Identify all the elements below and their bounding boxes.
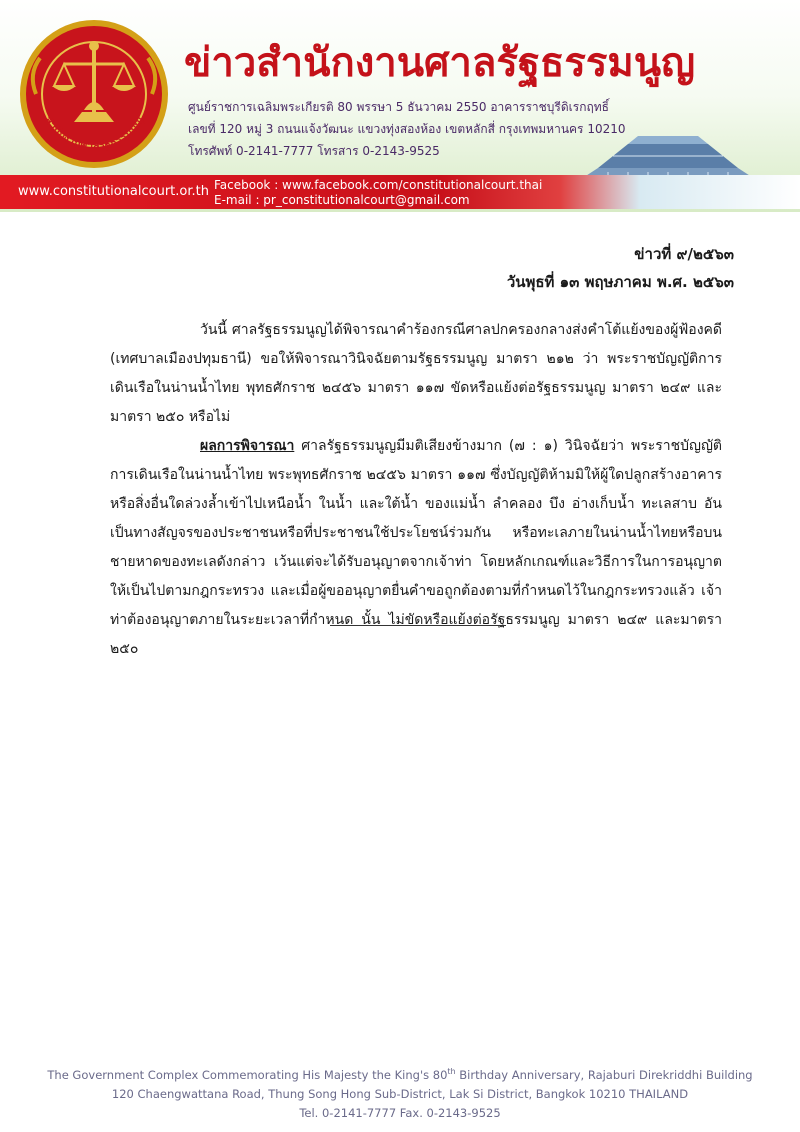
end-divider [330,625,506,626]
email-link[interactable]: E-mail : pr_constitutionalcourt@gmail.com [214,193,470,207]
footer-line-2: 120 Chaengwattana Road, Thung Song Hong Sub-District, Lak Si District, Bangkok 10210 THAILAND [111,1086,689,1101]
page-footer [0,1062,800,1123]
facebook-link[interactable]: Facebook : www.facebook.com/constitutionalcourt.thai [214,178,543,192]
footer-line-1-b: Birthday Anniversary, Rajaburi Direkriddhi Building [455,1067,753,1082]
result-label: ผลการพิจารณา [200,438,295,454]
news-paragraph-1: วันนี้ ศาลรัฐธรรมนูญได้พิจารณาคำร้องกรณีศาลปกครองกลางส่งคำโต้แย้งของผู้ฟ้องคดี (เทศบาลเมืองปทุมธานี) ขอให้พิจารณาวินิจฉัยตามรัฐธรรมนูญ มาตรา ๒๑๒ ว่า พระราชบัญญัติการเดินเรือในน่านน้ำไทย พุทธศักราช ๒๔๕๖ มาตรา ๑๑๗ ขัดหรือแย้งต่อรัฐธรรมนูญ มาตรา ๒๔๙ และมาตรา ๒๕๐ หรือไม่ [110,322,722,425]
letterhead-title: ข่าวสำนักงานศาลรัฐธรรมนูญ [184,40,696,86]
footer-line-1 [0,1062,800,1085]
court-seal-logo [14,14,174,174]
address-line-3: โทรศัพท์ 0-2141-7777 โทรสาร 0-2143-9525 [188,144,440,158]
letterhead [0,0,800,212]
seal-text: สำนักงานศาลรัฐธรรมนูญ [41,114,147,153]
social-contacts [214,178,542,208]
news-meta [507,240,734,296]
footer-line-1-a: The Government Complex Commemorating His Majesty the King's 80 [47,1067,448,1082]
news-paragraph-2 [110,432,722,664]
news-number: ข่าวที่ ๙/๒๕๖๓ [634,245,734,263]
footer-line-1-sup: th [447,1067,456,1076]
footer-line-3: Tel. 0-2141-7777 Fax. 0-2143-9525 [299,1105,501,1120]
news-date: วันพุธที่ ๑๓ พฤษภาคม พ.ศ. ๒๕๖๓ [506,273,734,291]
address-line-1: ศูนย์ราชการเฉลิมพระเกียรติ 80 พรรษา 5 ธันวาคม 2550 อาคารราชบุรีดิเรกฤทธิ์ [188,100,609,114]
news-body [110,316,722,664]
website-link[interactable]: www.constitutionalcourt.or.th [18,184,209,199]
result-text: ศาลรัฐธรรมนูญมีมติเสียงข้างมาก (๗ : ๑) วินิจฉัยว่า พระราชบัญญัติการเดินเรือในน่านน้ำไทย พระพุทธศักราช ๒๔๕๖ มาตรา ๑๑๗ ซึ่งบัญญัติห้ามมิให้ผู้ใดปลูกสร้างอาคารหรือสิ่งอื่นใดล่วงล้ำเข้าไปเหนือน้ำ ในน้ำ และใต้น้ำ ของแม่น้ำ ลำคลอง บึง อ่างเก็บน้ำ ทะเลสาบ อันเป็นทางสัญจรของประชาชนหรือที่ประชาชนใช้ประโยชน์ร่วมกัน หรือทะเลภายในน่านน้ำไทยหรือบนชายหาดของทะเลดังกล่าว เว้นแต่จะได้รับอนุญาตจากเจ้าท่า โดยหลักเกณฑ์และวิธีการในการอนุญาตให้เป็นไปตามกฎกระทรวง และเมื่อผู้ขออนุญาตยื่นคำขอถูกต้องตามที่กำหนดไว้ในกฎกระทรวงแล้ว เจ้าท่าต้องอนุญาตภายในระยะเวลาที่กำหนด นั้น ไม่ขัดหรือแย้งต่อรัฐธรรมนูญ มาตรา ๒๔๙ และมาตรา ๒๕๐ [110,438,722,657]
address-line-2: เลขที่ 120 หมู่ 3 ถนนแจ้งวัฒนะ แขวงทุ่งสองห้อง เขตหลักสี่ กรุงเทพมหานคร 10210 [188,122,626,136]
seal-emblem-icon [14,14,174,174]
